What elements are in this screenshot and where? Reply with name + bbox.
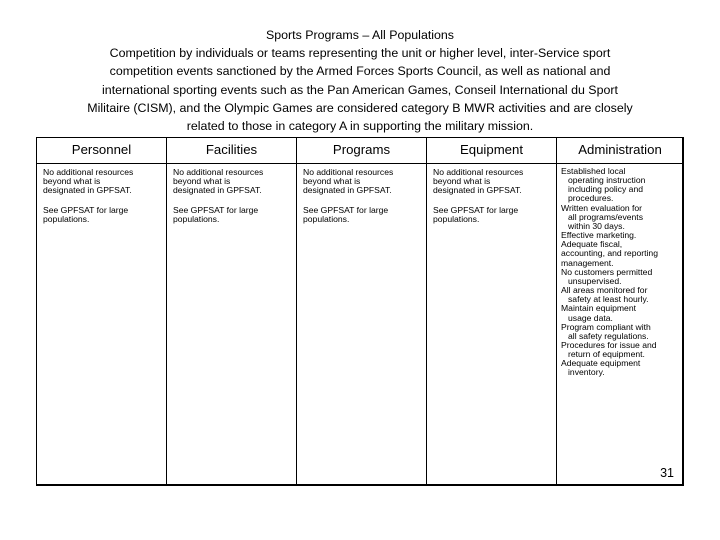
page-number: 31	[660, 466, 674, 480]
cell-line: No additional resources	[43, 167, 134, 177]
cell-line: Established local	[561, 166, 626, 176]
cell-line: Program compliant with	[561, 321, 651, 332]
header-personnel: Personnel	[71, 142, 132, 157]
cell-administration	[561, 167, 679, 378]
cell-line: designated in GPFSAT.	[303, 185, 392, 195]
cell-facilities	[173, 168, 263, 224]
cell-line: return of equipment.	[568, 349, 645, 360]
intro-line: Competition by individuals or teams representing the unit or higher level, inter-Service sport	[109, 46, 611, 61]
cell-line: usage data.	[568, 312, 613, 323]
intro-text	[40, 26, 680, 135]
intro-line: Militaire (CISM), and the Olympic Games are considered category B MWR activities and are closely	[87, 100, 633, 115]
cell-line: populations.	[173, 214, 220, 224]
column-divider	[426, 138, 427, 484]
cell-line: beyond what is	[433, 176, 491, 186]
cell-line: See GPFSAT for large	[43, 205, 129, 215]
column-divider	[166, 138, 167, 484]
requirements-table	[36, 137, 684, 486]
cell-line: all programs/events	[568, 211, 643, 222]
cell-line: all safety regulations.	[568, 330, 649, 341]
cell-line: Adequate equipment	[561, 358, 641, 369]
cell-equipment	[433, 168, 523, 224]
cell-line: populations.	[303, 214, 350, 224]
cell-line: management.	[561, 257, 614, 268]
cell-line: populations.	[433, 214, 480, 224]
cell-line: No customers permitted	[561, 266, 653, 277]
cell-line: including policy and	[568, 184, 644, 195]
cell-line: designated in GPFSAT.	[173, 185, 262, 195]
cell-programs	[303, 168, 393, 224]
column-divider	[296, 138, 297, 484]
cell-line: All areas monitored for	[561, 285, 648, 296]
cell-line: Procedures for issue and	[561, 339, 657, 350]
page-title: Sports Programs – All Populations	[265, 28, 455, 42]
cell-line: Adequate fiscal,	[561, 239, 623, 250]
cell-line: Effective marketing.	[561, 230, 637, 241]
cell-line: designated in GPFSAT.	[43, 185, 132, 195]
cell-personnel	[43, 168, 133, 224]
cell-line: procedures.	[568, 193, 614, 204]
header-equipment: Equipment	[459, 142, 524, 157]
cell-line: accounting, and reporting	[561, 248, 658, 259]
cell-line: beyond what is	[173, 176, 231, 186]
column-divider	[556, 138, 557, 484]
cell-line: No additional resources	[303, 167, 394, 177]
cell-line: within 30 days.	[568, 220, 625, 231]
cell-line: Maintain equipment	[561, 303, 637, 314]
cell-line: Written evaluation for	[561, 202, 643, 213]
intro-line: international sporting events such as the Pan American Games, Conseil International du Sport	[102, 82, 618, 97]
cell-line: populations.	[43, 214, 90, 224]
cell-line: beyond what is	[303, 176, 361, 186]
header-facilities: Facilities	[205, 142, 258, 157]
header-administration: Administration	[578, 142, 662, 157]
cell-line: No additional resources	[433, 167, 524, 177]
cell-line: designated in GPFSAT.	[433, 185, 522, 195]
header-programs: Programs	[332, 142, 391, 157]
intro-line: competition events sanctioned by the Armed Forces Sports Council, as well as national and	[109, 64, 611, 79]
cell-line: beyond what is	[43, 176, 101, 186]
cell-line: See GPFSAT for large	[173, 205, 259, 215]
cell-line: safety at least hourly.	[568, 294, 649, 305]
cell-line: See GPFSAT for large	[303, 205, 389, 215]
header-divider	[37, 163, 682, 164]
cell-line: unsupervised.	[568, 275, 622, 286]
intro-line: related to those in category A in supporting the military mission.	[186, 119, 534, 134]
cell-line: operating instruction	[568, 175, 646, 186]
cell-line: inventory.	[568, 367, 605, 378]
cell-line: See GPFSAT for large	[433, 205, 519, 215]
cell-line: No additional resources	[173, 167, 264, 177]
